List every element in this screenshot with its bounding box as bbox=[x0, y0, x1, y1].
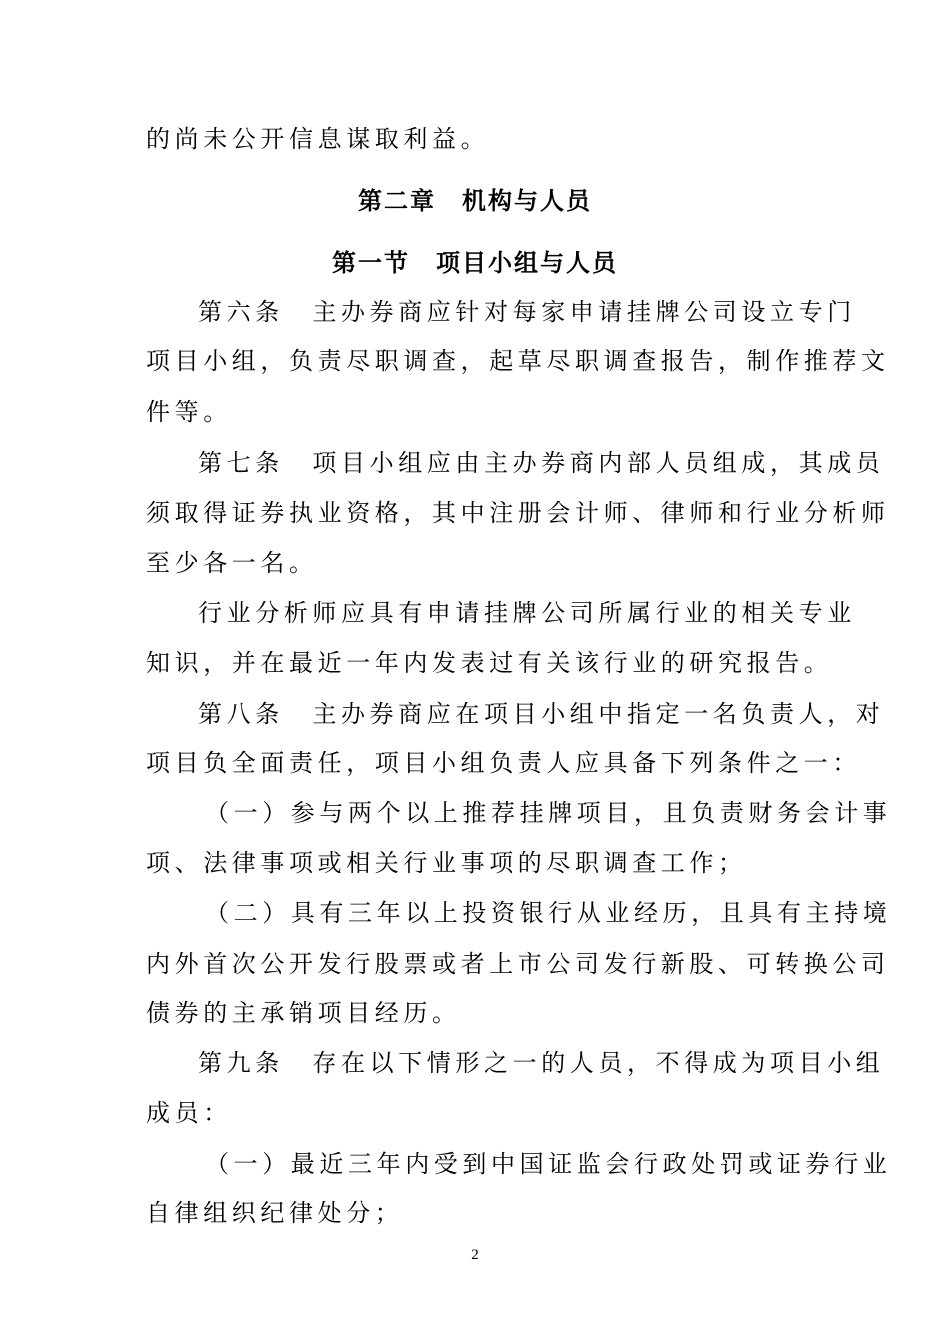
article-9-line-1: 第九条 存在以下情形之一的人员，不得成为项目小组 bbox=[198, 1049, 885, 1077]
article-8-line-2: 项目负全面责任，项目小组负责人应具备下列条件之一： bbox=[146, 749, 861, 777]
article-9-item-1-line-1: （一）最近三年内受到中国证监会行政处罚或证券行业 bbox=[205, 1150, 892, 1178]
article-6-line-1: 第六条 主办券商应针对每家申请挂牌公司设立专门 bbox=[198, 298, 856, 326]
chapter-heading: 第二章 机构与人员 bbox=[358, 186, 592, 215]
article-8-item-1-line-2: 项、法律事项或相关行业事项的尽职调查工作； bbox=[146, 849, 747, 877]
article-8-item-2-line-2: 内外首次公开发行股票或者上市公司发行新股、可转换公司 bbox=[146, 950, 890, 978]
article-8-line-1: 第八条 主办券商应在项目小组中指定一名负责人，对 bbox=[198, 700, 885, 728]
analyst-paragraph-line-1: 行业分析师应具有申请挂牌公司所属行业的相关专业 bbox=[198, 599, 856, 627]
article-9-line-2: 成员： bbox=[146, 1099, 232, 1127]
text-line: 的尚未公开信息谋取利益。 bbox=[146, 125, 490, 153]
article-7-line-2: 须取得证券执业资格，其中注册会计师、律师和行业分析师 bbox=[146, 499, 890, 527]
article-9-item-1-line-2: 自律组织纪律处分； bbox=[146, 1199, 404, 1227]
article-8-item-2-line-3: 债券的主承销项目经历。 bbox=[146, 999, 461, 1027]
article-6-line-3: 件等。 bbox=[146, 398, 232, 426]
article-7-line-1: 第七条 项目小组应由主办券商内部人员组成，其成员 bbox=[198, 449, 885, 477]
article-7-line-3: 至少各一名。 bbox=[146, 549, 318, 577]
analyst-paragraph-line-2: 知识，并在最近一年内发表过有关该行业的研究报告。 bbox=[146, 649, 833, 677]
article-8-item-1-line-1: （一）参与两个以上推荐挂牌项目，且负责财务会计事 bbox=[205, 799, 892, 827]
article-8-item-2-line-1: （二）具有三年以上投资银行从业经历，且具有主持境 bbox=[205, 899, 892, 927]
page-number: 2 bbox=[471, 1247, 479, 1263]
article-6-line-2: 项目小组，负责尽职调查，起草尽职调查报告，制作推荐文 bbox=[146, 347, 890, 375]
section-heading: 第一节 项目小组与人员 bbox=[332, 248, 618, 277]
